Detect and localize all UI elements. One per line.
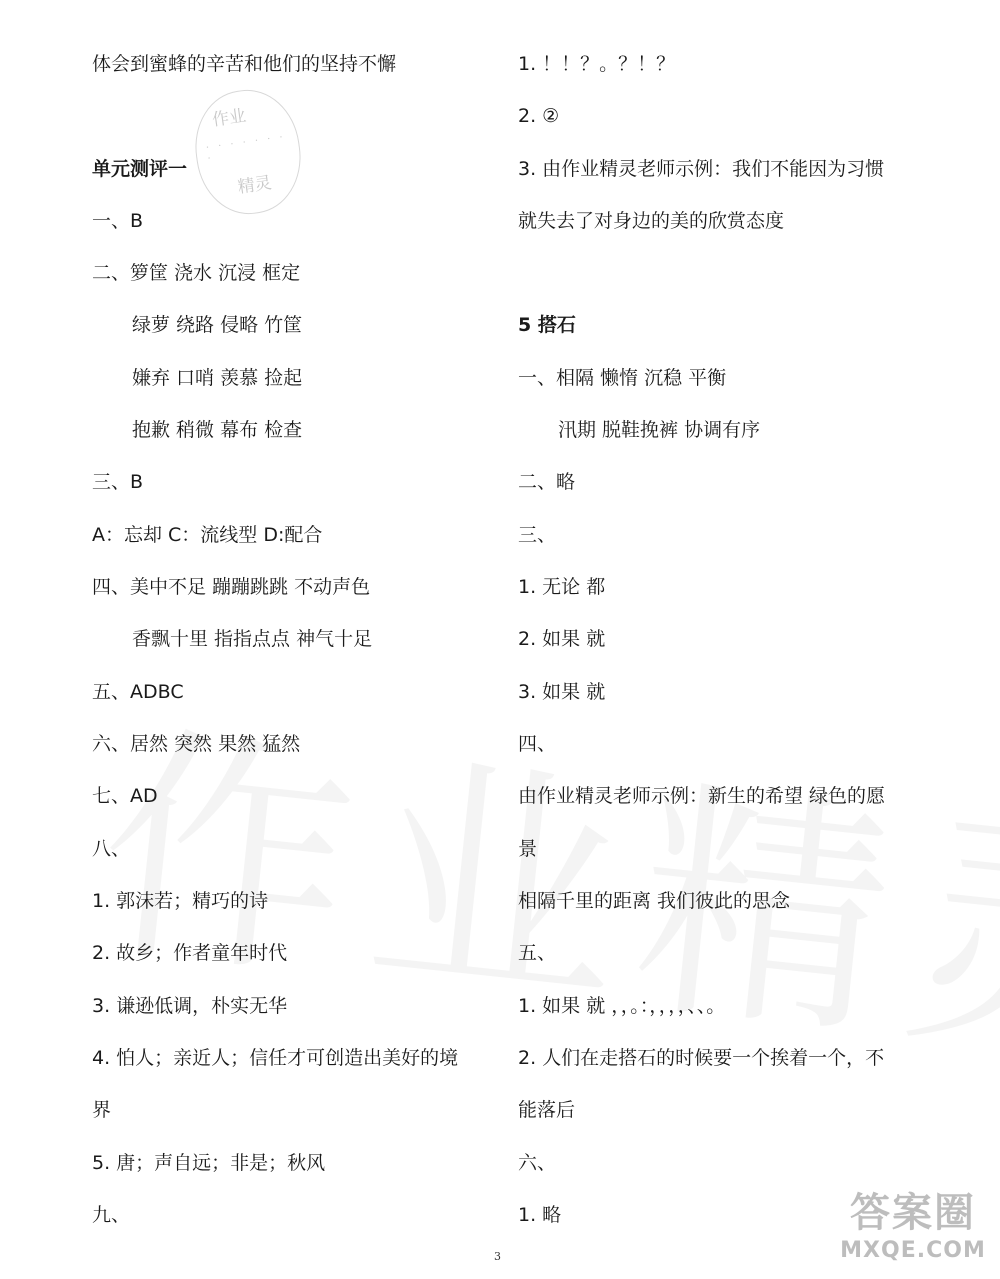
right-line: 六、 (518, 1152, 557, 1174)
left-line-intro: 体会到蜜蜂的辛苦和他们的坚持不懈 (92, 53, 397, 75)
left-line: 嫌弃 口哨 羡慕 捡起 (132, 367, 303, 389)
corner-logo (832, 1189, 994, 1275)
left-line: 五、ADBC (92, 681, 184, 703)
right-line: 五、 (518, 942, 557, 964)
left-line: 九、 (92, 1204, 131, 1226)
left-line: 四、美中不足 蹦蹦跳跳 不动声色 (92, 576, 371, 598)
left-line: 绿萝 绕路 侵略 竹筐 (132, 314, 303, 336)
section-heading-unit-test: 单元测评一 (92, 158, 188, 180)
right-line: 2. ② (518, 105, 560, 127)
left-line: 一、B (92, 210, 144, 232)
right-line: 1. 无论 都 (518, 576, 606, 598)
section-heading-lesson-5: 5 搭石 (518, 314, 576, 336)
right-line: 3. 由作业精灵老师示例：我们不能因为习惯 (518, 158, 885, 180)
left-line: 5. 唐；声自远；非是；秋风 (92, 1152, 326, 1174)
left-line: 二、箩筐 浇水 沉浸 框定 (92, 262, 301, 284)
stamp-text-bottom: 精灵 (236, 173, 273, 198)
left-line: 七、AD (92, 785, 158, 807)
left-line: 2. 故乡；作者童年时代 (92, 942, 288, 964)
right-line: 能落后 (518, 1099, 576, 1121)
right-line: 1. 略 (518, 1204, 562, 1226)
stamp-text-top: 作业 (210, 106, 248, 131)
left-line: 界 (92, 1099, 112, 1121)
left-line: 抱歉 稍微 幕布 检查 (132, 419, 303, 441)
right-line: 3. 如果 就 (518, 681, 606, 703)
left-line: 八、 (92, 838, 131, 860)
right-line: 四、 (518, 733, 557, 755)
right-line: 就失去了对身边的美的欣赏态度 (518, 210, 785, 232)
left-line: 4. 怕人；亲近人；信任才可创造出美好的境 (92, 1047, 459, 1069)
right-line: 由作业精灵老师示例：新生的希望 绿色的愿 (518, 785, 886, 807)
corner-logo-title: 答案圈 (850, 1190, 976, 1236)
stamp-dots: · · · · · · · · (205, 131, 287, 165)
left-line: A：忘却 C：流线型 D:配合 (92, 524, 323, 546)
right-line: 1. ！！？。？！？ (518, 53, 676, 75)
right-line: 景 (518, 838, 538, 860)
left-line: 3. 谦逊低调，朴实无华 (92, 995, 288, 1017)
right-line: 2. 人们在走搭石的时候要一个挨着一个，不 (518, 1047, 885, 1069)
left-line: 三、B (92, 471, 144, 493)
left-line: 六、居然 突然 果然 猛然 (92, 733, 301, 755)
right-line: 二、略 (518, 471, 576, 493)
page-number: 3 (494, 1250, 501, 1263)
left-line: 1. 郭沫若；精巧的诗 (92, 890, 269, 912)
right-line: 一、相隔 懒惰 沉稳 平衡 (518, 367, 727, 389)
right-line: 1. 如果 就 ，，。：，，，，、、。 (518, 995, 726, 1017)
right-line: 2. 如果 就 (518, 628, 606, 650)
left-line: 香飘十里 指指点点 神气十足 (132, 628, 373, 650)
right-line: 汛期 脱鞋挽裤 协调有序 (558, 419, 761, 441)
corner-logo-url: MXQE.COM (840, 1238, 986, 1263)
right-line: 相隔千里的距离 我们彼此的思念 (518, 890, 791, 912)
stamp-graphic (188, 83, 308, 220)
right-line: 三、 (518, 524, 557, 546)
